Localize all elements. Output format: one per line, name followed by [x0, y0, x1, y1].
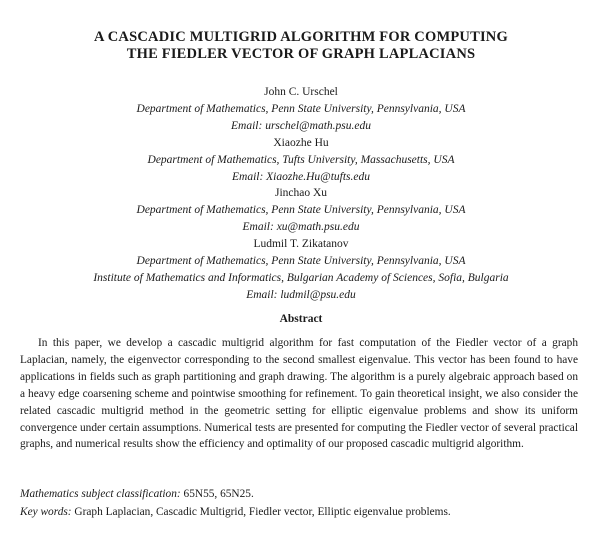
- author-affiliation: Department of Mathematics, Penn State University, Pennsylvania, USA: [136, 102, 466, 115]
- abstract-heading: Abstract: [279, 313, 323, 325]
- paper-title-line-2: THE FIEDLER VECTOR OF GRAPH LAPLACIANS: [126, 46, 476, 62]
- author-name: John C. Urschel: [264, 86, 338, 98]
- keywords-line: [20, 506, 590, 518]
- msc-label: Mathematics subject classification:: [20, 488, 181, 500]
- abstract-body: In this paper, we develop a cascadic multigrid algorithm for fast computation of the Fiedler vector of a graph Laplacian, namely, the eigenvector corresponding to the second smallest eigenvalue. This vector has been found to have applications in fields such as graph partitioning and graph drawing. The algorithm is a purely algebraic approach based on a heavy edge coarsening scheme and pointwise smoothing for refinement. To gain theoretical insight, we also consider the related cascadic multigrid method in the geometric setting for elliptic eigenvalue problems and show its uniform convergence under certain assumptions. Numerical tests are presented for computing the Fiedler vector of several practical graphs, and numerical results show the efficiency and optimality of our proposed cascadic multigrid algorithm.: [20, 337, 578, 451]
- keywords-value: Graph Laplacian, Cascadic Multigrid, Fiedler vector, Elliptic eigenvalue problems.: [74, 506, 451, 518]
- author-1: [0, 84, 602, 135]
- author-4: [0, 236, 602, 304]
- author-name: Jinchao Xu: [274, 187, 328, 200]
- author-affiliation: Department of Mathematics, Penn State University, Pennsylvania, USA: [136, 204, 466, 217]
- msc-value: 65N55, 65N25.: [183, 488, 254, 500]
- author-3: [0, 185, 602, 236]
- author-2: [0, 135, 602, 186]
- keywords-label: Key words:: [20, 506, 72, 518]
- author-name: Ludmil T. Zikatanov: [253, 238, 349, 251]
- msc-line: [20, 488, 590, 500]
- author-email: Email: xu@math.psu.edu: [242, 221, 360, 234]
- paper-title-line-1: A CASCADIC MULTIGRID ALGORITHM FOR COMPUTING: [94, 29, 508, 45]
- author-email: Email: Xiaozhe.Hu@tufts.edu: [231, 170, 371, 183]
- author-block: [0, 84, 602, 304]
- author-affiliation: Department of Mathematics, Penn State University, Pennsylvania, USA: [136, 255, 466, 268]
- author-email: Email: ludmil@psu.edu: [246, 288, 356, 301]
- author-email: Email: urschel@math.psu.edu: [231, 119, 371, 132]
- author-name: Xiaozhe Hu: [273, 136, 329, 149]
- author-affiliation: Department of Mathematics, Tufts University, Massachusetts, USA: [147, 153, 455, 166]
- author-affiliation-secondary: Institute of Mathematics and Informatics, Bulgarian Academy of Sciences, Sofia, Bulgaria: [93, 271, 509, 284]
